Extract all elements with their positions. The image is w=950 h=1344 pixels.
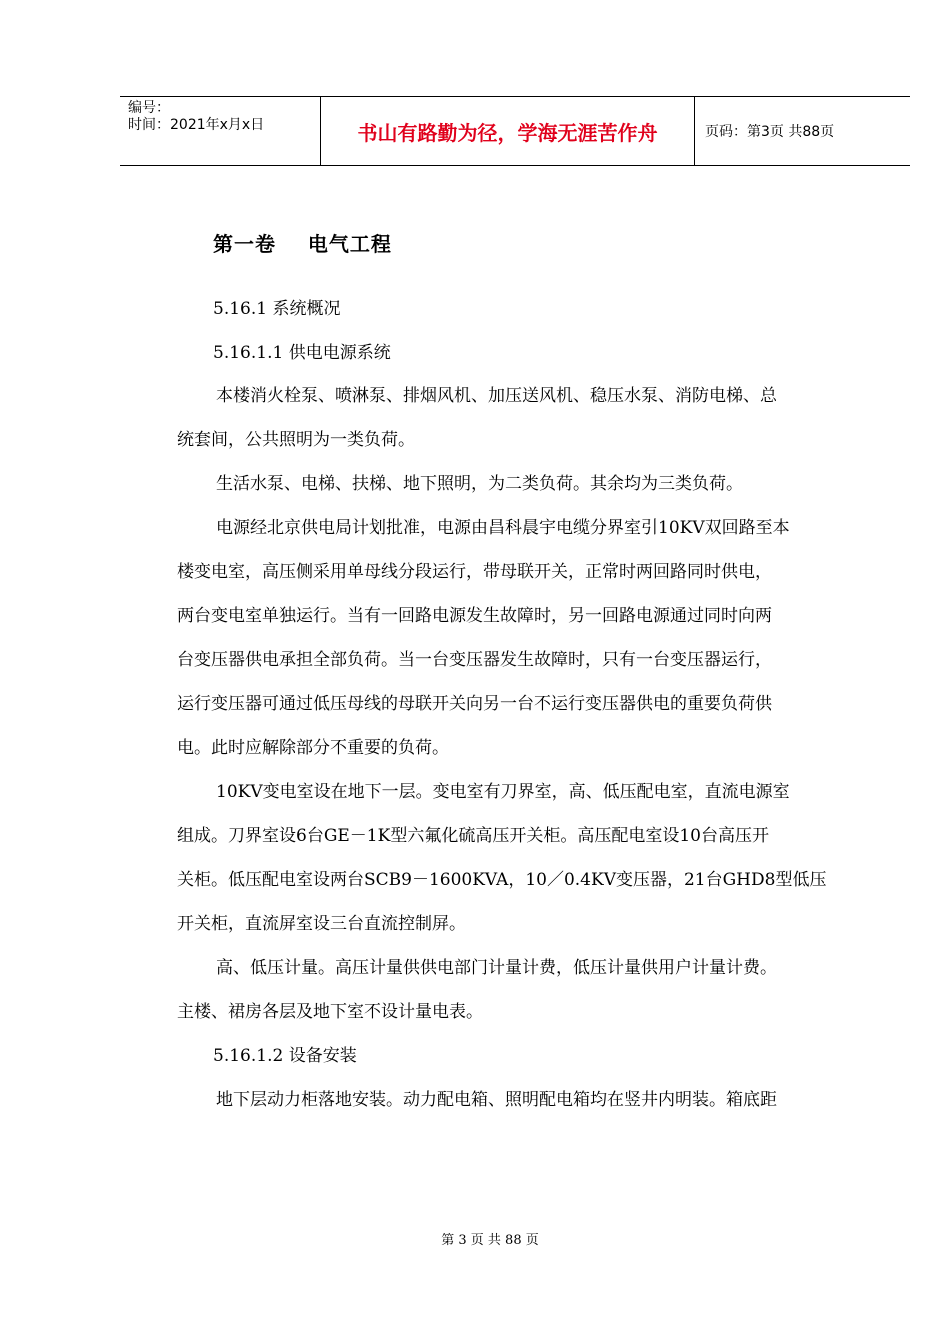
page-footer: 第 3 页 共 88 页	[441, 1233, 539, 1248]
body-line: 电源经北京供电局计划批准，电源由昌科晨宇电缆分界室引10KV双回路至本	[216, 518, 790, 538]
body-line: 10KV变电室设在地下一层。变电室有刀界室，高、低压配电室，直流电源室	[216, 782, 790, 802]
document-number-label: 编号：	[128, 100, 170, 116]
heading-equipment-install: 5.16.1.2 设备安装	[213, 1046, 357, 1066]
heading-system-overview: 5.16.1 系统概况	[213, 299, 341, 319]
body-line: 两台变电室单独运行。当有一回路电源发生故障时，另一回路电源通过同时向两	[177, 606, 772, 626]
body-line: 高、低压计量。高压计量供供电部门计量计费，低压计量供用户计量计费。	[216, 958, 777, 978]
body-line: 组成。刀界室设6台GE－1K型六氟化硫高压开关柜。高压配电室设10台高压开	[177, 826, 769, 846]
section-title: 第一卷 电气工程	[213, 232, 392, 256]
body-line: 运行变压器可通过低压母线的母联开关向另一台不运行变压器供电的重要负荷供	[177, 694, 772, 714]
body-line: 生活水泵、电梯、扶梯、地下照明，为二类负荷。其余均为三类负荷。	[216, 474, 743, 494]
body-line: 楼变电室，高压侧采用单母线分段运行，带母联开关，正常时两回路同时供电，	[177, 562, 772, 582]
body-line: 开关柜，直流屏室设三台直流控制屏。	[177, 914, 466, 934]
body-line: 主楼、裙房各层及地下室不设计量电表。	[177, 1002, 483, 1022]
heading-power-supply: 5.16.1.1 供电电源系统	[213, 343, 391, 363]
header-page-info: 页码：第3页 共88页	[705, 124, 835, 140]
body-line: 地下层动力柜落地安装。动力配电箱、照明配电箱均在竖井内明装。箱底距	[216, 1090, 777, 1110]
header-motto: 书山有路勤为径，学海无涯苦作舟	[321, 97, 695, 165]
body-line: 电。此时应解除部分不重要的负荷。	[177, 738, 449, 758]
body-line: 本楼消火栓泵、喷淋泵、排烟风机、加压送风机、稳压水泵、消防电梯、总	[216, 386, 777, 406]
page-header	[120, 96, 910, 166]
header-meta	[120, 97, 321, 165]
document-time: 时间：2021年x月x日	[128, 117, 265, 133]
body-line: 关柜。低压配电室设两台SCB9－1600KVA，10／0.4KV变压器，21台GHD8型低压	[177, 870, 827, 890]
body-line: 台变压器供电承担全部负荷。当一台变压器发生故障时，只有一台变压器运行，	[177, 650, 772, 670]
body-line: 统套间，公共照明为一类负荷。	[177, 430, 415, 450]
